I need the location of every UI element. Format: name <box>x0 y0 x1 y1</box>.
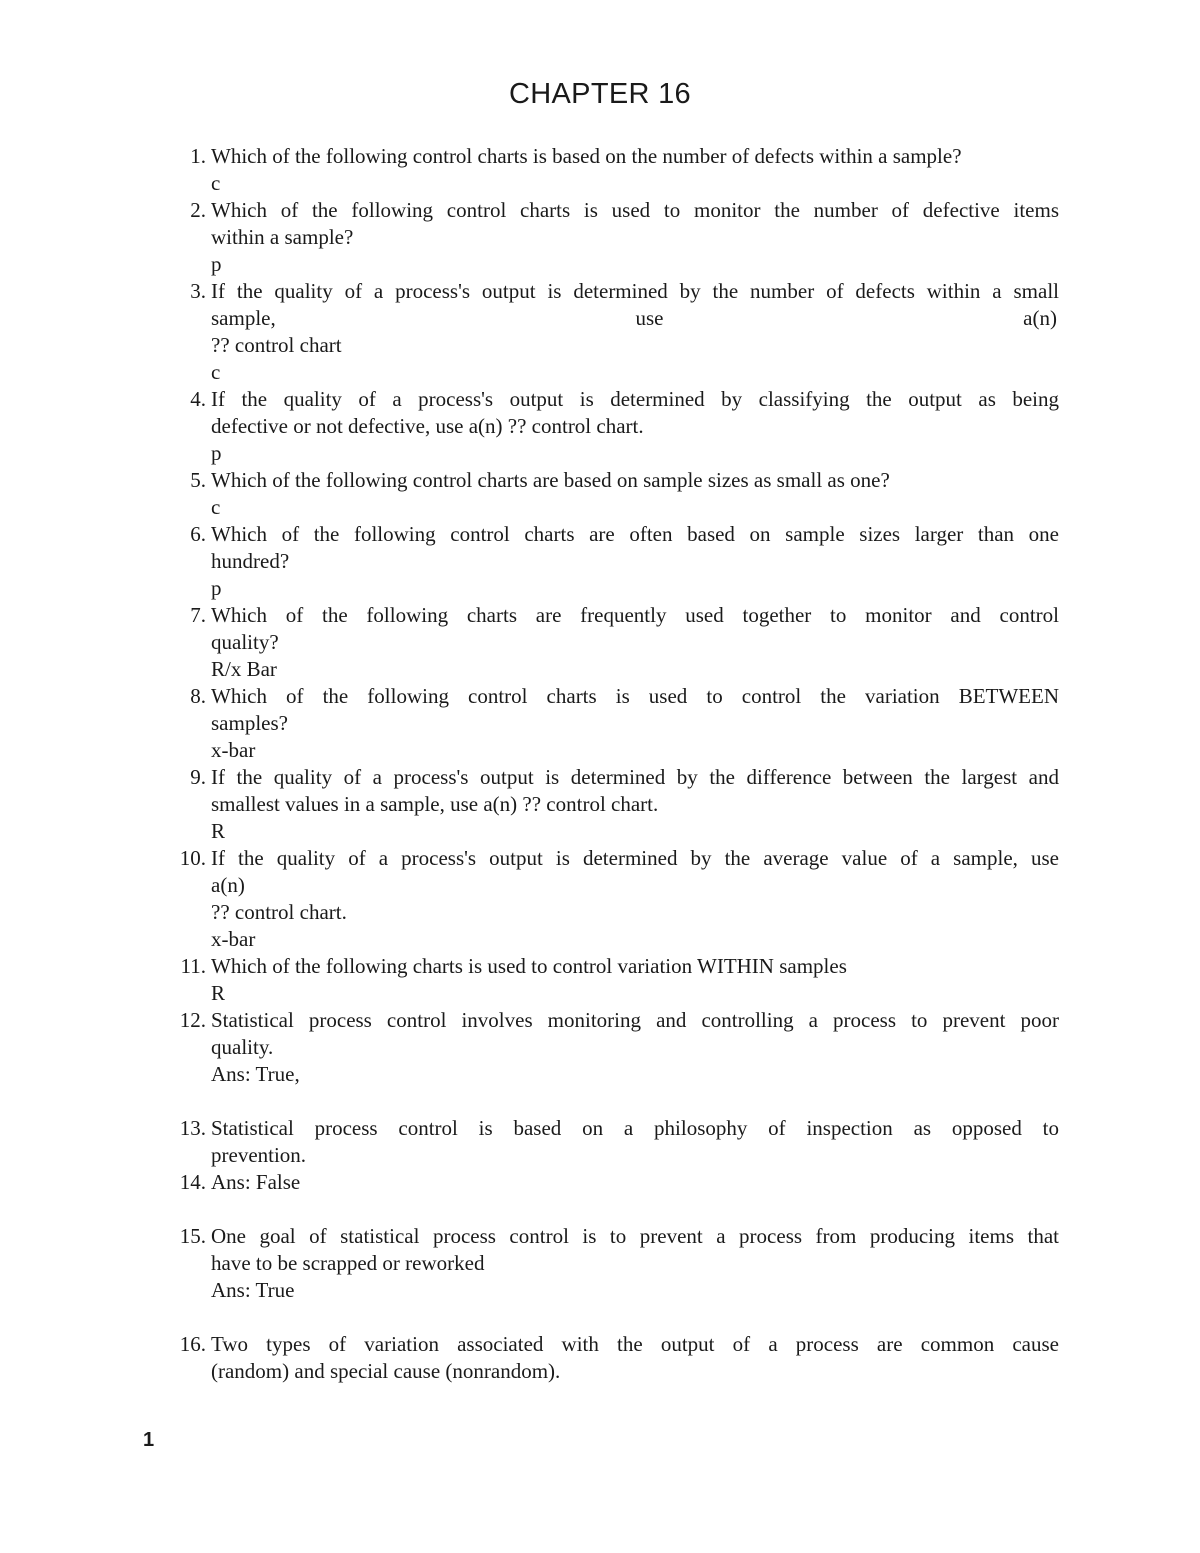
answer-text: R <box>211 819 226 843</box>
question-text: Which of the following control charts are often based on sample sizes larger than one <box>211 522 1059 546</box>
question-text: ?? control chart <box>211 333 342 357</box>
question-list <box>162 143 1059 1385</box>
question-word: sample, <box>211 306 276 330</box>
question-text: prevention. <box>211 1143 307 1167</box>
answer-text: p <box>211 576 222 600</box>
answer-text: Ans: False <box>211 1170 301 1194</box>
question-item <box>162 953 1059 1007</box>
answer-text: c <box>211 360 221 384</box>
spacer <box>162 1196 1059 1223</box>
question-item <box>162 386 1059 467</box>
question-text: smallest values in a sample, use a(n) ?? control chart. <box>211 792 659 816</box>
answer-text: R/x Bar <box>211 657 277 681</box>
question-text: Which of the following control charts are based on sample sizes as small as one? <box>211 468 890 492</box>
question-text: have to be scrapped or reworked <box>211 1251 485 1275</box>
question-item <box>162 845 1059 953</box>
question-text: ?? control chart. <box>211 900 347 924</box>
answer-text: c <box>211 171 221 195</box>
question-number: 14. <box>179 1170 206 1194</box>
question-number: 7. <box>190 603 206 627</box>
question-number: 1. <box>190 144 206 168</box>
question-item <box>162 197 1059 278</box>
question-number: 4. <box>190 387 206 411</box>
question-text-spread <box>211 305 1059 332</box>
question-number: 2. <box>190 198 206 222</box>
question-item <box>162 521 1059 602</box>
question-text: If the quality of a process's output is determined by the difference between the largest and <box>211 765 1059 789</box>
spacer <box>162 1088 1059 1115</box>
answer-text: p <box>211 441 222 465</box>
question-text: Which of the following control charts is based on the number of defects within a sample? <box>211 144 962 168</box>
answer-text: Ans: True <box>211 1278 295 1302</box>
question-text: One goal of statistical process control is to prevent a process from producing items that <box>211 1224 1059 1248</box>
question-number: 13. <box>179 1116 206 1140</box>
page-number: 1 <box>143 1429 155 1451</box>
question-text: If the quality of a process's output is determined by classifying the output as being <box>211 387 1059 411</box>
answer-text: Ans: True, <box>211 1062 300 1086</box>
question-text: (random) and special cause (nonrandom). <box>211 1359 561 1383</box>
answer-text: x-bar <box>211 738 256 762</box>
question-text: Two types of variation associated with the output of a process are common cause <box>211 1332 1059 1356</box>
question-text: Which of the following charts is used to control variation WITHIN samples <box>211 954 847 978</box>
question-item <box>162 602 1059 683</box>
question-item <box>162 764 1059 845</box>
question-number: 3. <box>190 279 206 303</box>
question-item <box>162 1223 1059 1304</box>
question-item <box>162 467 1059 521</box>
question-text: Statistical process control involves monitoring and controlling a process to prevent poor <box>211 1008 1059 1032</box>
question-item <box>162 278 1059 386</box>
answer-text: c <box>211 495 221 519</box>
question-item <box>162 1169 1059 1196</box>
question-number: 5. <box>190 468 206 492</box>
question-text: Statistical process control is based on a philosophy of inspection as opposed to <box>211 1116 1059 1140</box>
question-item <box>162 1115 1059 1169</box>
answer-text: x-bar <box>211 927 256 951</box>
question-text: quality. <box>211 1035 274 1059</box>
question-text: hundred? <box>211 549 290 573</box>
question-item <box>162 683 1059 764</box>
question-item <box>162 1007 1059 1088</box>
question-word: use <box>635 306 664 330</box>
answer-text: R <box>211 981 226 1005</box>
question-number: 6. <box>190 522 206 546</box>
question-text: quality? <box>211 630 279 654</box>
question-word: a(n) <box>1023 306 1057 330</box>
question-number: 10. <box>179 846 206 870</box>
question-text: Which of the following control charts is used to monitor the number of defective items <box>211 198 1059 222</box>
spacer <box>162 1304 1059 1331</box>
question-number: 16. <box>179 1332 206 1356</box>
question-item <box>162 1331 1059 1385</box>
question-text: a(n) <box>211 873 245 897</box>
answer-text: p <box>211 252 222 276</box>
question-number: 15. <box>179 1224 206 1248</box>
question-text: Which of the following control charts is used to control the variation BETWEEN <box>211 684 1059 708</box>
question-text: If the quality of a process's output is determined by the number of defects within a small <box>211 279 1059 303</box>
question-number: 8. <box>190 684 206 708</box>
question-number: 11. <box>180 954 206 978</box>
question-text: defective or not defective, use a(n) ?? control chart. <box>211 414 644 438</box>
question-item <box>162 143 1059 197</box>
question-text: samples? <box>211 711 288 735</box>
question-number: 9. <box>190 765 206 789</box>
question-text: Which of the following charts are frequently used together to monitor and control <box>211 603 1059 627</box>
question-text: If the quality of a process's output is determined by the average value of a sample, use <box>211 846 1059 870</box>
chapter-title: CHAPTER 16 <box>509 78 691 110</box>
question-text: within a sample? <box>211 225 354 249</box>
question-number: 12. <box>179 1008 206 1032</box>
